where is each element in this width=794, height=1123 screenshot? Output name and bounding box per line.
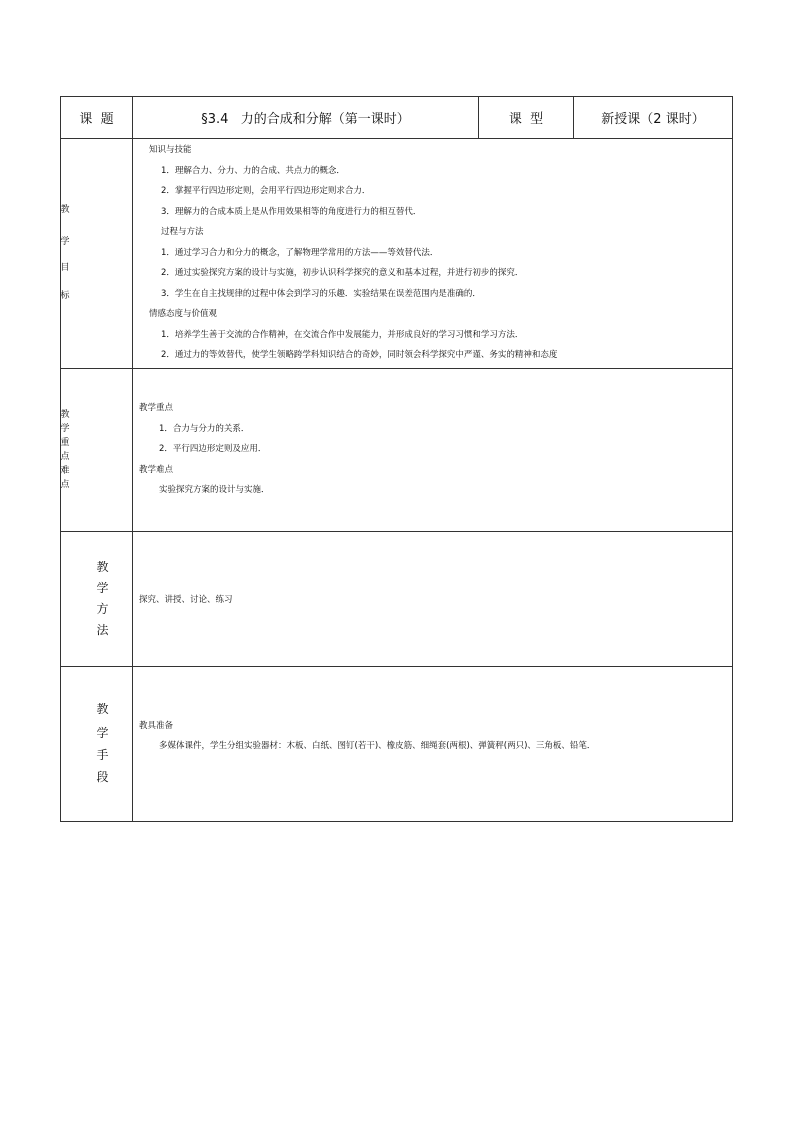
key-points-label-char: 点 bbox=[60, 479, 70, 490]
topic-label: 课 题 bbox=[61, 97, 133, 139]
header-row bbox=[61, 97, 733, 139]
key-points-label-char: 重 bbox=[60, 437, 70, 448]
objective-item: 1．培养学生善于交流的合作精神，在交流合作中发展能力，并形成良好的学习习惯和学习方法． bbox=[161, 329, 524, 340]
key-points-label-char: 难 bbox=[60, 465, 70, 476]
key-points-label-char: 教 bbox=[60, 409, 70, 420]
objectives-row bbox=[61, 139, 733, 369]
objective-item: 1．通过学习合力和分力的概念，了解物理学常用的方法——等效替代法． bbox=[161, 247, 439, 258]
methods-label-char: 方 bbox=[96, 601, 109, 616]
focus-item: 2．平行四边形定则及应用． bbox=[159, 444, 267, 454]
methods-row bbox=[61, 532, 733, 667]
means-label-char: 手 bbox=[96, 748, 109, 762]
objectives-label-char: 教 bbox=[60, 205, 70, 215]
objectives-label bbox=[61, 139, 133, 369]
methods-label-char: 学 bbox=[96, 580, 109, 595]
means-label-char: 教 bbox=[96, 702, 109, 716]
means-label-char: 学 bbox=[96, 726, 109, 740]
difficulty-heading: 教学难点 bbox=[139, 464, 174, 475]
key-points-label-char: 点 bbox=[60, 451, 70, 462]
objective-item: 3．理解力的合成本质上是从作用效果相等的角度进行力的相互替代． bbox=[161, 206, 422, 217]
difficulty-text: 实验探究方案的设计与实施． bbox=[159, 485, 270, 495]
focus-item: 1．合力与分力的关系． bbox=[159, 423, 250, 434]
methods-content bbox=[133, 532, 733, 667]
means-row bbox=[61, 667, 733, 822]
means-label-char: 段 bbox=[96, 770, 109, 784]
methods-label bbox=[61, 532, 133, 667]
key-points-label-char: 学 bbox=[60, 423, 70, 434]
methods-label-char: 教 bbox=[96, 559, 109, 574]
objectives-label-char: 目 bbox=[60, 263, 70, 273]
means-content bbox=[133, 667, 733, 822]
objectives-heading: 情感态度与价值观 bbox=[149, 309, 218, 319]
key-points-content bbox=[133, 369, 733, 532]
topic-value: §3.4 力的合成和分解（第一课时） bbox=[133, 97, 479, 139]
means-heading: 教具准备 bbox=[139, 720, 174, 731]
objective-item: 2．通过力的等效替代，使学生领略跨学科知识结合的奇妙，同时领会科学探究中严谨、务实的精神和态度 bbox=[161, 350, 558, 360]
objectives-label-char: 学 bbox=[60, 237, 70, 247]
focus-heading: 教学重点 bbox=[139, 403, 174, 413]
key-points-label bbox=[61, 369, 133, 532]
type-label: 课 型 bbox=[479, 97, 574, 139]
lesson-plan-table bbox=[60, 96, 732, 822]
methods-text: 探究、讲授、讨论、练习 bbox=[139, 594, 233, 605]
type-value: 新授课（2 课时） bbox=[574, 97, 733, 139]
objective-item: 2．通过实验探究方案的设计与实施，初步认识科学探究的意义和基本过程，并进行初步的探究． bbox=[161, 268, 524, 278]
objectives-heading: 过程与方法 bbox=[161, 227, 204, 237]
objective-item: 1．理解合力、分力、力的合成、共点力的概念． bbox=[161, 165, 345, 176]
objective-item: 2．掌握平行四边形定则，会用平行四边形定则求合力． bbox=[161, 186, 371, 196]
key-points-row bbox=[61, 369, 733, 532]
methods-label-char: 法 bbox=[96, 622, 109, 637]
objectives-label-char: 标 bbox=[60, 291, 70, 301]
objective-item: 3．学生在自主找规律的过程中体会到学习的乐趣．实验结果在误差范围内是准确的． bbox=[161, 288, 481, 299]
objectives-content bbox=[133, 139, 733, 369]
means-text: 多媒体课件，学生分组实验器材：木板、白纸、图钉(若干)、橡皮筋、细绳套(两根)、弹簧秤(两只)、三角板、铅笔． bbox=[159, 741, 596, 751]
means-label bbox=[61, 667, 133, 822]
objectives-heading: 知识与技能 bbox=[149, 145, 192, 155]
